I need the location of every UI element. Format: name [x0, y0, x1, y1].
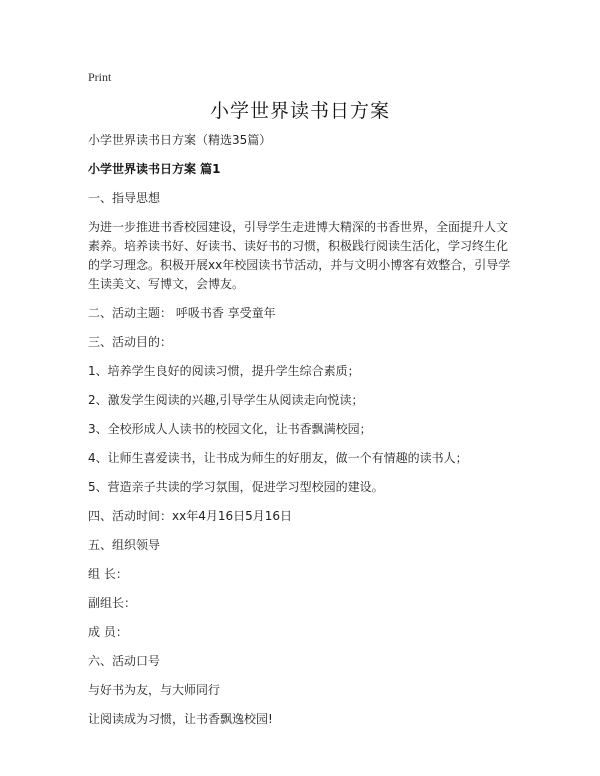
section-heading: 小学世界读书日方案 篇1	[88, 162, 221, 176]
print-label: Print	[88, 70, 112, 84]
leader-line: 组 长：	[88, 567, 128, 581]
org-heading: 五、组织领导	[88, 538, 161, 552]
guiding-heading: 一、指导思想	[88, 191, 161, 205]
goal-item: 4、让师生喜爱读书，让书成为师生的好朋友，做一个有情趣的读书人；	[88, 451, 468, 465]
vice-leader-line: 副组长：	[88, 596, 137, 610]
document-body	[88, 131, 512, 729]
activity-time: 四、活动时间：xx年4月16日5月16日	[88, 509, 293, 523]
goal-item: 5、营造亲子共读的学习氛围，促进学习型校园的建设。	[88, 480, 384, 494]
goal-item: 2、激发学生阅读的兴趣,引导学生从阅读走向悦读；	[88, 393, 364, 407]
slogan-heading: 六、活动口号	[88, 654, 161, 668]
page-title: 小学世界读书日方案	[209, 100, 390, 122]
guiding-paragraph: 为进一步推进书香校园建设，引导学生走进博大精深的书香世界，全面提升人文素养。培养读书好、好读书、读好书的习惯，积极践行阅读生活化，学习终生化的学习理念。积极开展xx年校园读书节活动，并与文明小博客有效整合，引导学生读美文、写博文，会博友。	[88, 220, 511, 291]
members-line: 成 员：	[88, 625, 128, 639]
goal-item: 1、培养学生良好的阅读习惯，提升学生综合素质；	[88, 364, 360, 378]
slogan-item: 让阅读成为习惯，让书香飘逸校园!	[88, 712, 273, 726]
slogan-item: 与好书为友，与大师同行	[88, 683, 221, 697]
goals-heading: 三、活动目的：	[88, 335, 173, 349]
activity-theme: 二、活动主题： 呼吸书香 享受童年	[88, 306, 276, 320]
goal-item: 3、全校形成人人读书的校园文化，让书香飘满校园；	[88, 422, 372, 436]
document-subtitle: 小学世界读书日方案（精选35篇）	[88, 133, 272, 147]
